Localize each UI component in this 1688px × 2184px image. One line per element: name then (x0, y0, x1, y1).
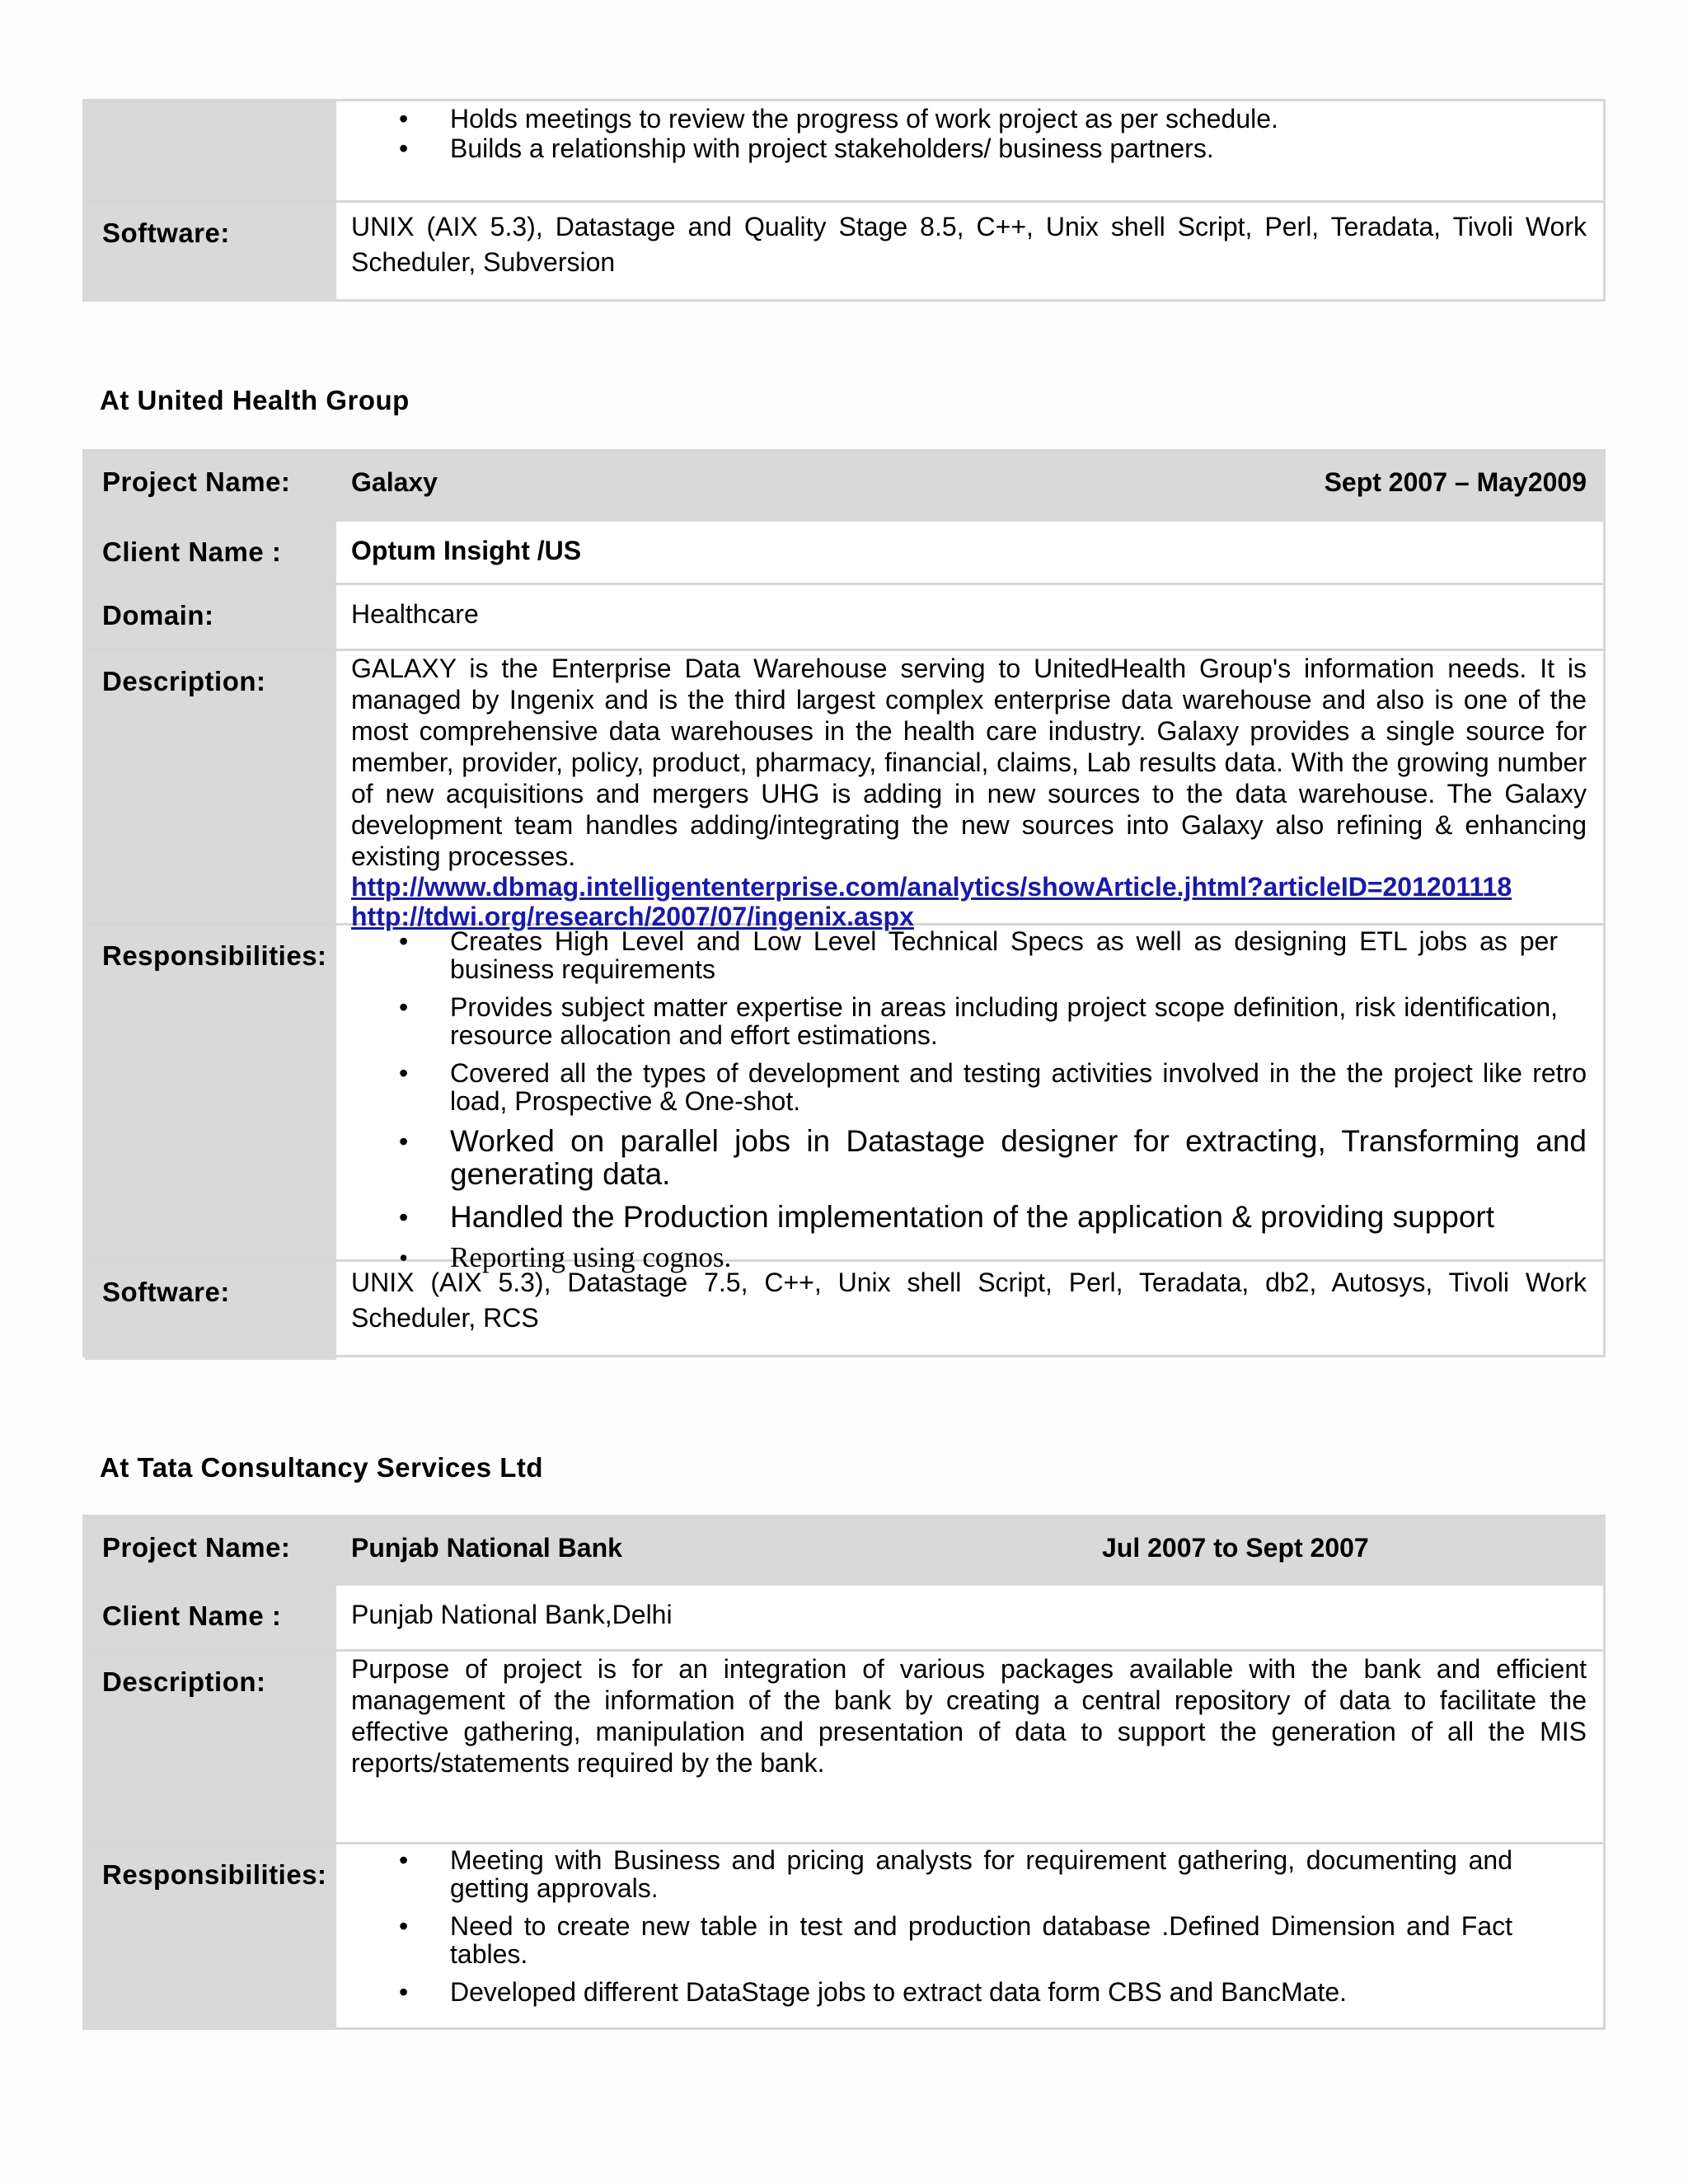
uhg-project-table (82, 449, 1606, 1357)
responsibilities-cell (336, 926, 1603, 1273)
project-name-value: Punjab National Bank (351, 1533, 622, 1563)
list-item: • Creates High Level and Low Level Technical Specs as well as designing ETL jobs as per business requirements (450, 927, 1558, 983)
project-name-cell (336, 452, 1603, 519)
domain-label: Domain: (85, 585, 336, 649)
list-item: • Provides subject matter expertise in areas including project scope definition, risk identification, resource allocation and effort estimations. (450, 993, 1558, 1049)
list-item: • Meeting with Business and pricing analysts for requirement gathering, documenting and getting approvals. (450, 1846, 1512, 1902)
responsibilities-cell (336, 101, 1603, 200)
client-name-row (85, 1583, 1603, 1649)
description-text: GALAXY is the Enterprise Data Warehouse serving to UnitedHealth Group's information needs. It is managed by Ingenix and is the third largest complex enterprise data warehouse and also is one of the most comprehensive data warehouses in the health care industry. Galaxy provides a single source for member, provider, policy, product, pharmacy, financial, claims, Lab results data. With the growing number of new acquisitions and mergers UHG is adding in new sources to the data warehouse. The Galaxy development team handles adding/integrating the new sources into Galaxy also refining & enhancing existing processes. (351, 654, 1587, 871)
software-label: Software: (85, 203, 336, 299)
project-dates: Jul 2007 to Sept 2007 (1102, 1533, 1369, 1563)
description-row (85, 1649, 1603, 1842)
software-value: UNIX (AIX 5.3), Datastage and Quality Stage 8.5, C++, Unix shell Script, Perl, Teradata, Tivoli Work Scheduler, Subversion (351, 212, 1587, 277)
project-dates: Sept 2007 – May2009 (1324, 467, 1587, 497)
list-item: • Holds meetings to review the progress of work project as per schedule. (450, 105, 1587, 133)
responsibilities-row (85, 923, 1603, 1273)
client-name-value: Punjab National Bank,Delhi (351, 1600, 673, 1629)
list-item: • Developed different DataStage jobs to extract data form CBS and BancMate. (450, 1978, 1587, 2006)
reference-link-dbmag[interactable]: http://www.dbmag.intelligententerprise.com/analytics/showArticle.jhtml?articleID=201201118 (351, 872, 1512, 902)
list-item: • Handled the Production implementation of the application & providing support (450, 1201, 1558, 1234)
project-name-label: Project Name: (85, 452, 336, 519)
reference-link-tdwi[interactable]: http://tdwi.org/research/2007/07/ingenix.aspx (351, 902, 914, 931)
responsibilities-label: Responsibilities: (85, 1844, 336, 2027)
project-name-cell (336, 1517, 1603, 1583)
list-item: • Worked on parallel jobs in Datastage designer for extracting, Transforming and generating data. (450, 1125, 1587, 1191)
description-cell (336, 651, 1603, 931)
section-heading-uhg: At United Health Group (100, 385, 410, 415)
domain-value: Healthcare (351, 599, 479, 629)
software-row (85, 1259, 1603, 1360)
list-item: • Need to create new table in test and production database .Defined Dimension and Fact tables. (450, 1912, 1512, 1968)
client-name-label: Client Name : (85, 1586, 336, 1649)
responsibilities-label: Responsibilities: (85, 926, 336, 1259)
description-label: Description: (85, 651, 336, 923)
project-name-row (85, 452, 1603, 519)
responsibilities-row (85, 1842, 1603, 2027)
responsibilities-cell (336, 1844, 1603, 2027)
previous-project-table (82, 99, 1606, 302)
client-name-value: Optum Insight /US (351, 536, 582, 565)
description-value: Purpose of project is for an integration of various packages available with the bank and efficient management of the information of the bank by creating a central repository of data to facilitate the effective gathering, manipulation and presentation of data to support the generation of all the MIS reports/statements required by the bank. (351, 1654, 1587, 1778)
project-name-label: Project Name: (85, 1517, 336, 1583)
software-label: Software: (85, 1262, 336, 1360)
software-row (85, 200, 1603, 299)
client-name-row (85, 519, 1603, 583)
software-value: UNIX (AIX 5.3), Datastage 7.5, C++, Unix shell Script, Perl, Teradata, db2, Autosys, Tivoli Work Scheduler, RCS (351, 1268, 1587, 1333)
client-name-label: Client Name : (85, 522, 336, 583)
list-item: • Reporting using cognos. (450, 1244, 1558, 1272)
project-name-value: Galaxy (351, 467, 438, 497)
list-item: • Builds a relationship with project stakeholders/ business partners. (450, 134, 1587, 162)
tcs-project-table (82, 1515, 1606, 2030)
project-name-row (85, 1517, 1603, 1583)
list-item: • Covered all the types of development and testing activities involved in the the project like retro load, Prospective & One-shot. (450, 1059, 1587, 1115)
description-row (85, 649, 1603, 931)
row-label (85, 101, 336, 200)
responsibilities-row (85, 101, 1603, 200)
section-heading-tcs: At Tata Consultancy Services Ltd (100, 1452, 544, 1483)
domain-row (85, 583, 1603, 649)
description-label: Description: (85, 1652, 336, 1842)
